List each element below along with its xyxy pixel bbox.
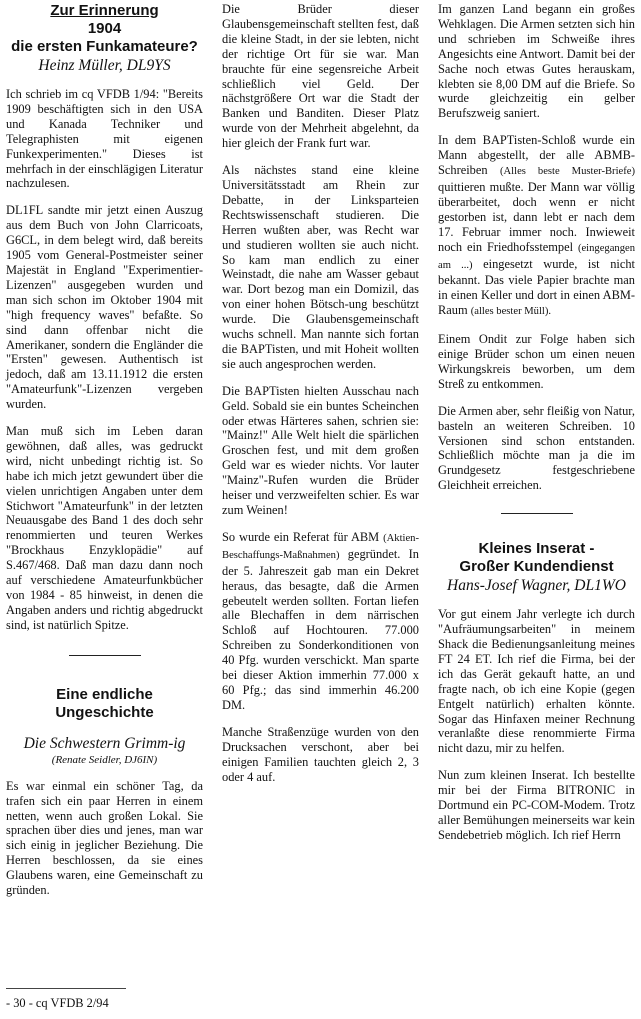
article2-paragraph: Als nächstes stand eine kleine Universitätsstadt am Rhein zur Debatte, in der Linksparteien Rechtswissenschaft studieren. Die Herren wußten aber, was Recht war und studieren wollten sie auch nicht. So kam man endlich zu einer Weinstadt, die nahe am Wasser gebaut war. Dort bezog man ein Domizil, das von einer hohen Bötsch-ung beschützt wurde. Die Glaubensgemeinschaft wuchs schnell. Man nannte sich fortan die BAPTisten, und mit Hoheit wollten sie auch angesprochen werden. xyxy=(222,163,419,371)
article1-title-line2: 1904 xyxy=(87,20,122,37)
article2-p8f: (alles bester Müll). xyxy=(470,306,552,318)
article3-title xyxy=(438,540,635,576)
article1-paragraph: Ich schrieb im cq VFDB 1/94: "Bereits 1909 beschäftigten sich in den USA und Kanada Techniker und Telegraphisten mit eigenen Funkexperimenten." Dieses ist mehrfach in der einschlägigen Literatur nachzulesen. xyxy=(6,87,203,191)
section-divider xyxy=(69,655,141,656)
article2-paragraph: Manche Straßenzüge wurden von den Drucksachen verschont, aber bei einigen Familien tauchten gleich 2, 3 oder 4 auf. xyxy=(222,724,419,784)
article2-p8b: (Alles beste Muster-Briefe) xyxy=(500,166,635,178)
article2-subtitle: Die Schwestern Grimm-ig xyxy=(23,734,186,752)
article3-paragraph: Nun zum kleinen Inserat. Ich bestellte mir bei der Firma BITRONIC in Dortmund ein PC-COM-Modem. Trotz aller Bemühungen meinerseits war kein Sendebetrieb möglich. Ich rief Herrn xyxy=(438,768,635,842)
article3-author: Hans-Josef Wagner, DL1WO xyxy=(447,577,626,595)
article2-paragraph: Einem Ondit zur Folge haben sich einige Brüder schon um einen neuen Wirkungskreis beworben, um dem Streß zu entkommen. xyxy=(438,332,635,391)
article2-p5b: (Aktien-Beschaffungs-Maßnahmen) xyxy=(222,532,419,561)
footer-rule xyxy=(6,988,126,989)
section-divider xyxy=(501,513,573,514)
page-footer: - 30 - cq VFDB 2/94 xyxy=(6,996,109,1010)
article2-p8a: In dem BAPTisten-Schloß wurde ein Mann abgestellt, der alle ABMB-Schreiben xyxy=(438,133,635,178)
article1-paragraph: Man muß sich im Leben daran gewöhnen, daß alles, was gedruckt wird, nicht unbedingt richtig ist. So habe ich mich jetzt gewundert über die vielen unrichtigen Angaben unter dem Stichwort "Amateurfunk" in der letzten Neuausgabe des Band 1 des doch sehr renommierten und teuren Werkes "Brockhaus Enzyklopädie" auf S.467/468. Daß man dazu dann noch auf verschiedene Amateurfunkbücher von 1984 - 85 hinweist, in denen die Angaben anders und richtig abgedruckt sind, ist natürlich Spitze. xyxy=(6,424,203,632)
article2-paragraph: Die Armen aber, sehr fleißig von Natur, basteln an weiteren Schreiben. 10 Versionen sind schon entstanden. Schließlich möchte man ja die im Grundgesetz festgeschriebene Gleichheit erreichen. xyxy=(438,403,635,493)
column-2 xyxy=(222,2,419,796)
article2-paragraph xyxy=(222,530,419,713)
article1-author: Heinz Müller, DL9YS xyxy=(38,57,171,74)
article3-title-line2: Großer Kundendienst xyxy=(459,558,614,576)
article2-paragraph xyxy=(438,133,635,320)
article2-p8e: eingesetzt wurde, ist nicht bekannt. Das viele Papier brachte man in einen Keller und dort in einen ABM-Raum xyxy=(438,256,635,318)
article2-paragraph: Die Brüder dieser Glaubensgemeinschaft stellten fest, daß die kleine Stadt, in der sie lebten, nicht der richtige Ort für sie war. Man brauchte für eine segensreiche Arbeit schließlich viel Geld. Der nächstgrößere Ort war die Stadt der Banken und Banditen. Dieser Platz wurde von der Mehrheit abgelehnt, da hier gleich der Frank furt war. xyxy=(222,2,419,151)
article2-title: Eine endliche Ungeschichte xyxy=(55,685,154,721)
article2-paragraph: Im ganzen Land begann ein großes Wehklagen. Die Armen setzten sich hin und schrieben im Schweiße ihres Angesichts eine Antwort. Damit bei der Sache noch etwas Gutes herauskam, klebten sie 8,00 DM auf die Briefe. So wurde gleichzeitig ein gelber Berufszweig saniert. xyxy=(438,2,635,121)
article2-p8d: (eingegangen am ...) xyxy=(438,242,635,271)
column-1 xyxy=(6,2,203,910)
article2-p8c: quittieren mußte. Der Mann war völlig überarbeitet, doch wenn er nicht gestorben ist, dann lebt er nach dem 17. Februar immer noch. Inwieweit noch ein Friedhofsstempel xyxy=(438,179,635,254)
article1-title-line3: die ersten Funkamateure? xyxy=(11,38,198,55)
article2-author: (Renate Seidler, DJ6IN) xyxy=(51,753,158,766)
article2-paragraph: Die BAPTisten hielten Ausschau nach Geld. Sobald sie ein buntes Scheinchen oder etwas Härteres sahen, schrien sie: "Mainz!" Alle Welt hielt die spärlichen Groschen fest, und mit dem großen Geld war es wieder nichts. Vor lauter "Mainz"-Rufen wurden die Brüder heiser und verzweifelten schier. Es war zum Weinen! xyxy=(222,383,419,517)
article2-paragraph: Es war einmal ein schöner Tag, da trafen sich ein paar Herren in einem netten, wenn auch großen Lokal. Sie sprachen über dies und jenes, man war sich einig in jeglicher Beziehung. Die Herren beschlossen, da sie eines Glaubens waren, eine Gemeinschaft zu gründen. xyxy=(6,778,203,898)
column-3 xyxy=(438,2,635,855)
article3-title-line1: Kleines Inserat - xyxy=(478,540,595,558)
article1-title xyxy=(6,2,203,56)
article1-title-line1: Zur Erinnerung xyxy=(50,2,159,19)
article1-paragraph: DL1FL sandte mir jetzt einen Auszug aus dem Buch von John Clarricoats, G6CL, in dem belegt wird, daß bereits 1905 vom General-Postmeister seiner Majestät in England "Experimentier-Lizenzen" ausgegeben wurden und man sich schon im Oktober 1904 mit "high frequency waves" befaßte. So sind dann offenbar nicht die Amerikaner, sondern die Engländer die "Ersten" gewesen. Authentisch ist jedoch, daß am 13.11.1912 die ersten "Amateurfunk"-Lizenzen vergeben wurden. xyxy=(6,203,203,412)
article2-p5a: So wurde ein Referat für ABM xyxy=(222,529,380,544)
article2-p5c: gegründet. In der 5. Jahreszeit gab man ein Dekret heraus, das besagte, daß die Armen gebeutelt werden sollten. Fortan liefen alle Blechaffen in dem närrischen Schloß auf Hochtouren. 77.000 Schreiben zu Sonderkonditionen von 40 Pfg. wurden verschickt. Man sparte bei dieser Aktion immerhin 77.000 x 60 Pfg.; das sind immerhin 46.200 DM. xyxy=(222,546,419,712)
article3-paragraph: Vor gut einem Jahr verlegte ich durch "Aufräumungsarbeiten" in meinem Shack die Bedienungsanleitung meines FT 24 ET. Ich rief die Firma, bei der ich das Gerät gekauft hatte, an und fragte nach, ob ich eine Kopie (gegen Entgelt natürlich) erhalten könnte. Sogar das Hinfaxen meiner Rechnung veranlaßte diese renommierte Firma nicht dazu, mir zu helfen. xyxy=(438,607,635,756)
